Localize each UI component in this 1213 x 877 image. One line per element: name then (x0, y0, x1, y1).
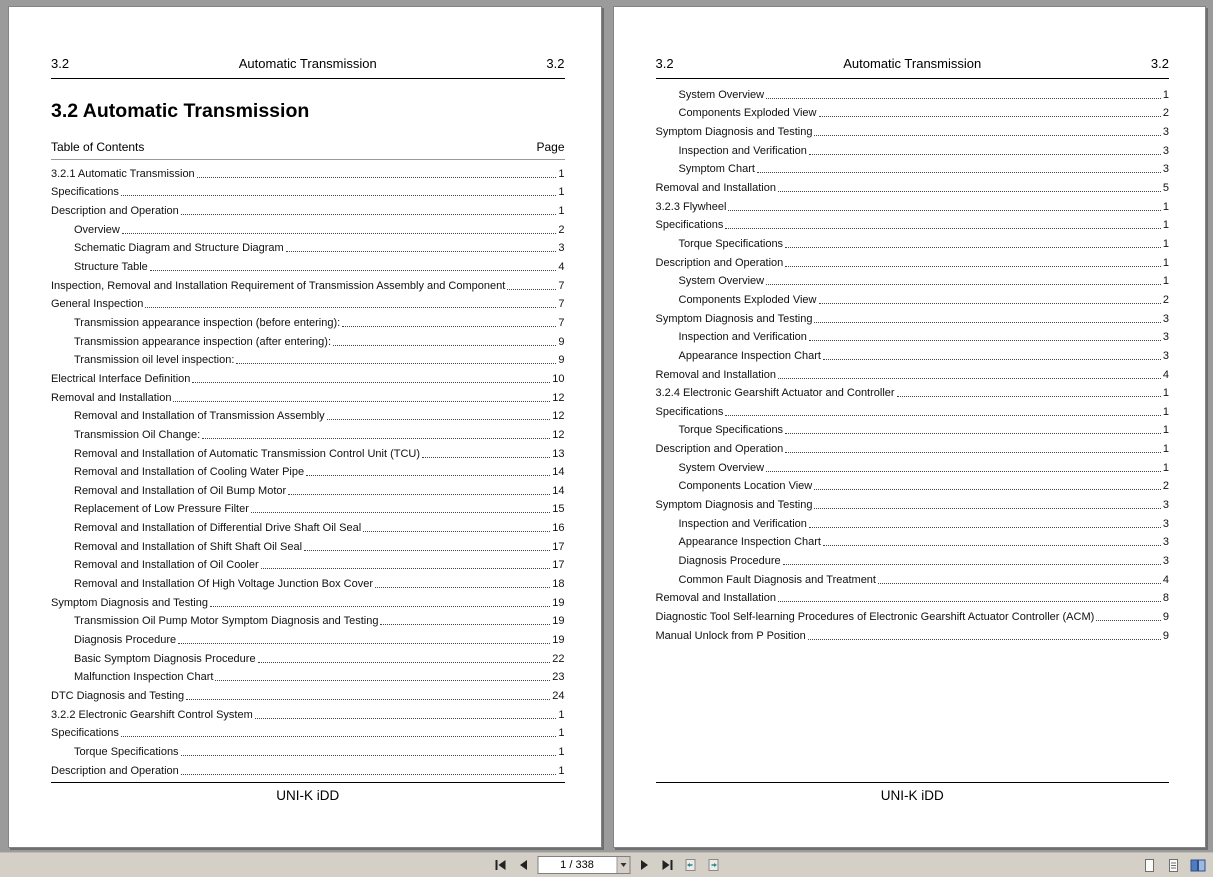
toc-entry (51, 591, 565, 610)
toc-entry-page-number: 2 (1162, 107, 1169, 120)
dot-leader (145, 307, 556, 308)
toc-entry (656, 232, 1170, 251)
toc-entry-text: Components Location View (678, 480, 813, 493)
toc-entry (656, 400, 1170, 419)
toc-entry (51, 255, 565, 274)
dot-leader (1096, 620, 1161, 621)
toc-entry-text: 3.2.2 Electronic Gearshift Control System (51, 708, 253, 721)
right-page-header (656, 56, 1170, 79)
dot-leader (809, 527, 1161, 528)
toc-entry (51, 722, 565, 741)
dot-leader (778, 191, 1161, 192)
toc-entry-page-number: 17 (552, 559, 565, 572)
dot-leader (375, 587, 550, 588)
toc-entry-page-number: 1 (1162, 443, 1169, 456)
left-page-footer (51, 782, 565, 803)
toc-entry (51, 703, 565, 722)
toc-entry-text: Replacement of Low Pressure Filter (74, 503, 249, 516)
toc-entry (656, 605, 1170, 624)
toc-entry-page-number: 3 (1162, 144, 1169, 157)
dot-leader (286, 251, 557, 252)
header-section-number-right: 3.2 (546, 56, 565, 71)
toc-entry-page-number: 9 (558, 354, 565, 367)
dot-leader (778, 601, 1161, 602)
page-number-combobox[interactable] (537, 856, 630, 874)
toc-entry-text: Symptom Diagnosis and Testing (51, 596, 208, 609)
toc-entry-page-number: 17 (552, 540, 565, 553)
toc-entry-text: Symptom Diagnosis and Testing (655, 125, 813, 138)
toc-entry-text: Diagnosis Procedure (678, 555, 781, 568)
dot-leader (121, 195, 557, 196)
toc-entry-page-number: 14 (552, 466, 565, 479)
toc-entry (656, 158, 1170, 177)
dot-leader (808, 639, 1161, 640)
toc-entry (51, 311, 565, 330)
toc-entry (51, 610, 565, 629)
left-page (8, 6, 602, 848)
toc-entry-text: Diagnostic Tool Self-learning Procedures of Electronic Gearshift Actuator Controller (ACM) (655, 611, 1095, 624)
toc-entry (51, 218, 565, 237)
toc-entry-page-number: 4 (1162, 573, 1169, 586)
toc-entry (51, 349, 565, 368)
toc-entry-text: Electrical Interface Definition (51, 372, 191, 385)
toc-entry-text: Inspection and Verification (678, 331, 807, 344)
dot-leader (785, 266, 1161, 267)
toc-entry-text: Removal and Installation of Oil Bump Motor (74, 484, 287, 497)
toc-entry (656, 624, 1170, 643)
toc-entry-page-number: 12 (552, 391, 565, 404)
toc-header-row (51, 140, 565, 160)
toc-entry (656, 456, 1170, 475)
toc-entry-page-number: 9 (1162, 611, 1169, 624)
toc-entry-page-number: 3 (1162, 163, 1169, 176)
toc-entry-page-number: 1 (1162, 424, 1169, 437)
toc-entry (656, 568, 1170, 587)
toc-entry-text: Symptom Diagnosis and Testing (655, 499, 813, 512)
toc-entry-page-number: 3 (1162, 125, 1169, 138)
dot-leader (333, 345, 556, 346)
toc-entry-page-number: 3 (1162, 555, 1169, 568)
dot-leader (814, 489, 1161, 490)
right-page (613, 6, 1207, 848)
toc-entry-text: Description and Operation (51, 764, 179, 777)
right-page-footer (656, 782, 1170, 803)
dot-leader (766, 284, 1161, 285)
toc-entry-text: Specifications (655, 219, 724, 232)
dot-leader (783, 564, 1161, 565)
page-navigation-controls (491, 853, 722, 877)
toc-entry-text: Structure Table (74, 260, 148, 273)
dot-leader (757, 172, 1161, 173)
left-page-header (51, 56, 565, 79)
dot-leader (823, 545, 1161, 546)
page-layout-controls (1141, 853, 1206, 877)
dot-leader (380, 624, 550, 625)
dot-leader (819, 116, 1161, 117)
page-column-label: Page (536, 140, 565, 154)
header-section-number-left: 3.2 (51, 56, 70, 71)
toc-entry (656, 102, 1170, 121)
toc-entry-text: Transmission appearance inspection (after entering): (74, 335, 332, 348)
toc-entry-page-number: 3 (1162, 331, 1169, 344)
next-page-button[interactable] (635, 856, 653, 874)
toc-entry (51, 162, 565, 181)
toc-entry-page-number: 1 (558, 708, 565, 721)
toc-list-left (51, 162, 565, 778)
single-page-view-button[interactable] (1141, 857, 1158, 874)
toc-entry (656, 120, 1170, 139)
toc-entry-page-number: 3 (1162, 517, 1169, 530)
toc-entry (51, 386, 565, 405)
toc-entry (51, 516, 565, 535)
toc-entry (656, 512, 1170, 531)
toc-entry (656, 475, 1170, 494)
toc-entry (51, 554, 565, 573)
toc-entry-page-number: 1 (558, 746, 565, 758)
dot-leader (192, 382, 550, 383)
previous-page-button[interactable] (514, 856, 532, 874)
toc-entry (656, 270, 1170, 289)
dot-leader (785, 433, 1161, 434)
toc-entry-page-number: 7 (558, 298, 565, 311)
dot-leader (785, 452, 1161, 453)
footer-model-name: UNI-K iDD (276, 788, 340, 803)
dot-leader (210, 606, 550, 607)
toc-entry-page-number: 1 (1162, 256, 1169, 269)
toc-entry-page-number: 4 (1162, 368, 1169, 381)
header-chapter-title: Automatic Transmission (238, 56, 377, 71)
dot-leader (215, 680, 550, 681)
toc-entry-text: Transmission Oil Pump Motor Symptom Diagnosis and Testing (74, 615, 379, 628)
dot-leader (121, 736, 557, 737)
toc-entry-page-number: 12 (552, 410, 565, 423)
toc-entry (51, 442, 565, 461)
toc-entry-text: Transmission Oil Change: (74, 428, 201, 441)
page-number-value[interactable]: 1 / 338 (560, 859, 594, 871)
toc-entry (656, 326, 1170, 345)
toc-entry-page-number: 23 (552, 671, 565, 684)
toc-entry-text: DTC Diagnosis and Testing (51, 690, 185, 703)
toc-list-right (656, 83, 1170, 643)
toc-entry-text: Components Exploded View (678, 107, 817, 120)
toc-entry (51, 461, 565, 480)
continuous-view-button[interactable] (1165, 857, 1182, 874)
toc-entry-text: Removal and Installation Of High Voltage Junction Box Cover (74, 578, 373, 591)
toc-entry-page-number: 7 (558, 279, 565, 292)
toc-entry-page-number: 15 (552, 503, 565, 516)
toc-entry (51, 330, 565, 349)
toc-entry-text: Description and Operation (51, 204, 179, 217)
header-section-number-right: 3.2 (1150, 56, 1169, 71)
facing-pages-view-button[interactable] (1189, 857, 1206, 874)
toc-entry-page-number: 1 (558, 186, 565, 199)
toc-entry (656, 344, 1170, 363)
dot-leader (181, 214, 557, 215)
toc-entry-page-number: 2 (1162, 480, 1169, 493)
toc-entry (656, 587, 1170, 606)
toc-entry-page-number: 1 (1162, 200, 1169, 213)
header-chapter-title: Automatic Transmission (843, 56, 982, 71)
dot-leader (255, 718, 557, 719)
toc-entry (656, 288, 1170, 307)
toc-entry-page-number: 8 (1162, 592, 1169, 605)
toc-entry-text: Symptom Chart (678, 163, 755, 176)
toc-entry-text: Torque Specifications (678, 424, 784, 437)
dot-leader (809, 340, 1161, 341)
dot-leader (814, 135, 1160, 136)
viewer-toolbar (0, 852, 1213, 877)
previous-view-icon (683, 858, 697, 872)
toc-entry-page-number: 14 (552, 484, 565, 497)
toc-entry-text: Transmission appearance inspection (before entering): (74, 316, 341, 329)
toc-entry-text: Removal and Installation of Automatic Transmission Control Unit (TCU) (74, 447, 421, 460)
toc-entry-text: Description and Operation (655, 256, 784, 269)
toc-entry-page-number: 12 (552, 428, 565, 441)
toc-entry-text: Torque Specifications (678, 237, 784, 250)
toc-entry-text: Transmission oil level inspection: (74, 354, 235, 367)
dot-leader (178, 643, 550, 644)
toc-entry (656, 382, 1170, 401)
dot-leader (785, 247, 1161, 248)
toc-entry-page-number: 1 (558, 727, 565, 740)
toc-entry (51, 274, 565, 293)
toc-entry (51, 293, 565, 312)
dot-leader (122, 233, 557, 234)
combobox-dropdown-arrow[interactable] (616, 857, 629, 873)
dot-leader (197, 177, 557, 178)
dot-leader (766, 471, 1161, 472)
dot-leader (186, 699, 550, 700)
toc-entry-page-number: 1 (558, 204, 565, 217)
single-page-view-icon (1143, 858, 1156, 873)
toc-entry-page-number: 18 (552, 578, 565, 591)
next-page-icon (639, 860, 649, 870)
footer-model-name: UNI-K iDD (880, 788, 944, 803)
header-section-number-left: 3.2 (655, 56, 674, 71)
toc-entry-text: Appearance Inspection Chart (678, 349, 821, 362)
toc-entry-text: Removal and Installation of Cooling Water Pipe (74, 466, 305, 479)
dot-leader (173, 401, 550, 402)
toc-entry-text: Symptom Diagnosis and Testing (655, 312, 813, 325)
toc-entry-text: Specifications (51, 727, 119, 740)
toc-entry (656, 214, 1170, 233)
document-title: 3.2 Automatic Transmission (51, 100, 310, 122)
toc-entry-text: Removal and Installation (655, 592, 776, 605)
toc-entry-page-number: 7 (558, 316, 565, 329)
toc-entry-page-number: 3 (1162, 349, 1169, 362)
toc-entry (656, 437, 1170, 456)
toc-entry-page-number: 1 (558, 167, 565, 180)
dot-leader (258, 662, 551, 663)
dot-leader (725, 415, 1161, 416)
toc-entry (51, 740, 565, 759)
dot-leader (725, 228, 1161, 229)
toc-entry-page-number: 9 (558, 335, 565, 348)
toc-entry-text: Common Fault Diagnosis and Treatment (678, 573, 876, 586)
toc-entry (51, 498, 565, 517)
toc-entry-text: Manual Unlock from P Position (655, 629, 806, 642)
toc-entry-page-number: 19 (552, 634, 565, 647)
dot-leader (288, 494, 550, 495)
previous-page-icon (518, 860, 528, 870)
toc-entry-text: Torque Specifications (74, 746, 179, 758)
toc-entry-text: Removal and Installation (51, 391, 172, 404)
toc-entry-text: Basic Symptom Diagnosis Procedure (74, 652, 256, 665)
toc-entry-text: Inspection and Verification (678, 517, 807, 530)
toc-entry (51, 684, 565, 703)
dot-leader (251, 512, 550, 513)
first-page-icon (494, 860, 506, 870)
toc-entry (51, 405, 565, 424)
toc-entry (51, 535, 565, 554)
dot-leader (327, 419, 551, 420)
last-page-icon (661, 860, 673, 870)
toc-entry (51, 237, 565, 256)
dot-leader (363, 531, 550, 532)
toc-entry-page-number: 2 (1162, 293, 1169, 306)
toc-entry-page-number: 1 (1162, 387, 1169, 400)
toc-entry-text: Removal and Installation (655, 368, 776, 381)
toc-entry-text: Removal and Installation of Transmission Assembly (74, 410, 325, 423)
toc-entry-text: Components Exploded View (678, 293, 817, 306)
toc-entry (51, 423, 565, 442)
next-view-icon (706, 858, 720, 872)
toc-entry-text: Malfunction Inspection Chart (74, 671, 214, 684)
toc-entry-text: Removal and Installation of Oil Cooler (74, 559, 259, 572)
toc-entry-page-number: 4 (558, 260, 565, 273)
toc-entry-page-number: 1 (1162, 219, 1169, 232)
toc-entry-text: System Overview (678, 275, 765, 288)
dot-leader (819, 303, 1161, 304)
toc-entry-page-number: 22 (552, 652, 565, 665)
dot-leader (823, 359, 1161, 360)
dot-leader (342, 326, 556, 327)
toc-entry-page-number: 1 (1162, 88, 1169, 101)
toc-entry (656, 251, 1170, 270)
first-page-button[interactable] (491, 856, 509, 874)
dot-leader (766, 98, 1161, 99)
dot-leader (150, 270, 557, 271)
dot-leader (778, 378, 1161, 379)
toc-entry-page-number: 24 (552, 690, 565, 703)
toc-entry (51, 181, 565, 200)
dot-leader (306, 475, 550, 476)
toc-entry-page-number: 10 (552, 372, 565, 385)
toc-entry-text: Removal and Installation of Shift Shaft Oil Seal (74, 540, 303, 553)
dot-leader (304, 550, 550, 551)
toc-entry-page-number: 19 (552, 615, 565, 628)
toc-entry (51, 572, 565, 591)
toc-entry (51, 367, 565, 386)
dot-leader (181, 774, 557, 775)
dot-leader (728, 210, 1160, 211)
toc-entry-page-number: 1 (1162, 237, 1169, 250)
toc-entry (51, 199, 565, 218)
toc-entry-page-number: 3 (1162, 312, 1169, 325)
toc-entry (51, 647, 565, 666)
dot-leader (181, 755, 557, 756)
dot-leader (878, 583, 1161, 584)
toc-entry-page-number: 1 (1162, 461, 1169, 474)
dot-leader (814, 322, 1160, 323)
dot-leader (202, 438, 550, 439)
previous-view-button[interactable] (681, 856, 699, 874)
toc-entry-page-number: 16 (552, 522, 565, 535)
toc-entry-text: Inspection, Removal and Installation Requirement of Transmission Assembly and Component (51, 279, 506, 292)
toc-entry (656, 363, 1170, 382)
dot-leader (507, 289, 556, 290)
toc-entry-page-number: 3 (1162, 536, 1169, 549)
toc-entry-text: Overview (74, 223, 120, 236)
toc-entry-page-number: 13 (552, 447, 565, 460)
toc-entry (656, 139, 1170, 158)
toc-entry (51, 666, 565, 685)
toc-entry-text: Description and Operation (655, 443, 784, 456)
dot-leader (236, 363, 556, 364)
toc-entry-text: Schematic Diagram and Structure Diagram (74, 242, 284, 255)
next-view-button[interactable] (704, 856, 722, 874)
toc-entry-text: Diagnosis Procedure (74, 634, 177, 647)
toc-entry (656, 531, 1170, 550)
toc-entry-text: System Overview (678, 88, 765, 101)
toc-entry-page-number: 5 (1162, 181, 1169, 194)
toc-entry (51, 479, 565, 498)
toc-entry (656, 195, 1170, 214)
toc-entry-text: 3.2.4 Electronic Gearshift Actuator and Controller (655, 387, 895, 400)
last-page-button[interactable] (658, 856, 676, 874)
dot-leader (897, 396, 1161, 397)
toc-label: Table of Contents (51, 140, 145, 154)
toc-entry (656, 83, 1170, 102)
toc-entry-text: Removal and Installation (655, 181, 776, 194)
toc-entry-page-number: 1 (1162, 405, 1169, 418)
toc-entry-page-number: 19 (552, 596, 565, 609)
toc-entry (51, 628, 565, 647)
toc-entry-page-number: 1 (1162, 275, 1169, 288)
facing-pages-view-icon (1190, 858, 1206, 873)
toc-entry-text: General Inspection (51, 298, 144, 311)
toc-entry-text: Specifications (51, 186, 119, 199)
dot-leader (422, 457, 550, 458)
toc-entry (656, 307, 1170, 326)
toc-entry (656, 493, 1170, 512)
toc-entry-text: 3.2.1 Automatic Transmission (51, 167, 195, 180)
dot-leader (261, 568, 551, 569)
dot-leader (814, 508, 1160, 509)
toc-entry-page-number: 9 (1162, 629, 1169, 642)
toc-entry (656, 176, 1170, 195)
toc-entry-text: Removal and Installation of Differential Drive Shaft Oil Seal (74, 522, 362, 535)
toc-entry-text: Appearance Inspection Chart (678, 536, 821, 549)
toc-entry (656, 549, 1170, 568)
toc-entry-text: System Overview (678, 461, 765, 474)
toc-entry-text: Specifications (655, 405, 724, 418)
dot-leader (809, 154, 1161, 155)
toc-entry-text: 3.2.3 Flywheel (655, 200, 727, 213)
toc-entry-page-number: 3 (558, 242, 565, 255)
continuous-view-icon (1167, 858, 1180, 873)
toc-entry (51, 759, 565, 778)
toc-entry-page-number: 2 (558, 223, 565, 236)
toc-entry-page-number: 3 (1162, 499, 1169, 512)
toc-entry-page-number: 1 (558, 764, 565, 777)
toc-entry-text: Inspection and Verification (678, 144, 807, 157)
toc-entry (656, 419, 1170, 438)
